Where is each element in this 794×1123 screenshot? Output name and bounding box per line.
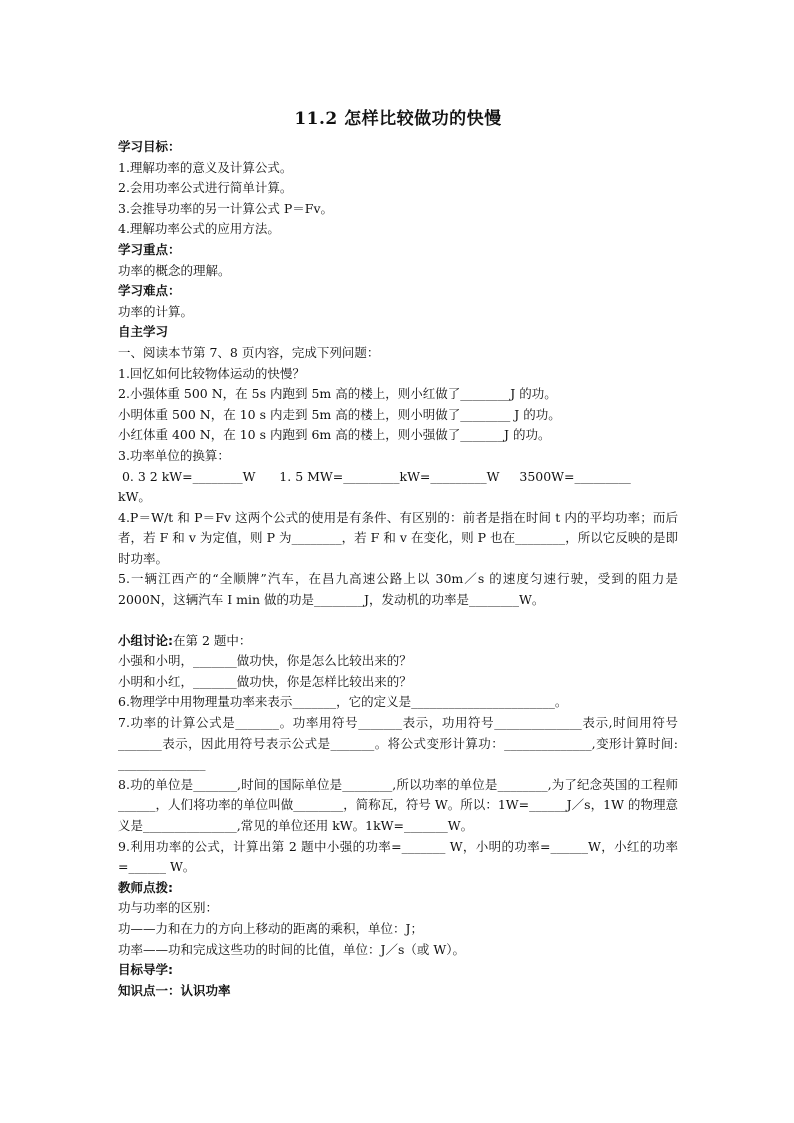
difficulties-text: 功率的计算。: [118, 303, 194, 319]
self-study-line: 1.回忆如何比较物体运动的快慢？: [118, 365, 305, 381]
target-guide-heading: 目标导学:: [118, 962, 173, 978]
self-study-line: 一、阅读本节第 7、8 页内容，完成下列问题：: [118, 344, 380, 360]
knowledge-point-heading: 知识点一：认识功率: [118, 982, 231, 998]
teacher-tips-heading: 教师点拨:: [118, 879, 173, 895]
discussion-line: 6.物理学中用物理量功率来表示_______，它的定义是_______________________。: [118, 694, 568, 710]
self-study-line: 2.小强体重 500 N，在 5s 内跑到 5m 高的楼上，则小红做了________J 的功。: [118, 386, 557, 402]
self-study-line: 小红体重 400 N，在 10 s 内跑到 6m 高的楼上，则小强做了_______J 的功。: [118, 427, 551, 443]
self-study-line: 小明体重 500 N，在 10 s 内走到 5m 高的楼上，则小明做了________ J 的功。: [118, 406, 561, 422]
power-calculation-paragraph: 9.利用功率的公式，计算出第 2 题中小强的功率=_______ W，小明的功率=______W，小红的功率=______ W。: [118, 838, 678, 875]
car-problem-paragraph: 5.一辆江西产的“全顺牌”汽车，在昌九高速公路上以 30m／s 的速度匀速行驶，受到的阻力是 2000N，这辆汽车 I min 做的功是________J，发动机的功率是________W。: [118, 571, 678, 608]
difficulties-heading: 学习难点：: [118, 283, 181, 299]
worksheet-page: [118, 104, 678, 1001]
unit-conversion-line: 0. 3 2 kW=________W 1. 5 MW=_________kW=_________W 3500W=_________: [118, 468, 631, 484]
discussion-line: 小强和小明，_______做功快，你是怎么比较出来的？: [118, 653, 412, 669]
power-formula-paragraph: 7.功率的计算公式是_______。功率用符号_______表示，功用符号______________表示,时间用符号_______表示，因此用符号表示公式是_______。将公式变形计算功：______________,变形计算时间: ______________: [118, 715, 678, 772]
key-points-heading: 学习重点：: [118, 241, 181, 257]
teacher-tip-line: 功——力和在力的方向上移动的距离的乘积，单位：J；: [118, 920, 424, 936]
power-unit-paragraph: 8.功的单位是_______,时间的国际单位是________,所以功率的单位是________,为了纪念英国的工程师______，人们将功率的单位叫做________，简称瓦，符号 W。所以：1W=______J／s，1W 的物理意义是_______________,常见的单位还用 kW。1kW=_______W。: [118, 776, 678, 833]
discussion-line: 小明和小红，_______做功快，你是怎样比较出来的？: [118, 673, 412, 689]
formula-conditions-paragraph: 4.P＝W/t 和 P＝Fv 这两个公式的使用是有条件、有区别的：前者是指在时间 t 内的平均功率；而后者，若 F 和 v 为定值，则 P 为________，若 F 和 v 在变化，则 P 也在________，所以它反映的是即时功率。: [118, 509, 678, 566]
self-study-line: 3.功率单位的换算：: [118, 447, 230, 463]
teacher-tip-line: 功与功率的区别：: [118, 900, 219, 916]
key-points-text: 功率的概念的理解。: [118, 262, 231, 278]
group-discussion-intro: 在第 2 题中：: [173, 632, 252, 648]
group-discussion-heading: 小组讨论:: [118, 632, 173, 648]
objective-item: 1.理解功率的意义及计算公式。: [118, 159, 293, 175]
teacher-tip-line: 功率——功和完成这些功的时间的比值，单位：J／s（或 W）。: [118, 941, 465, 957]
objective-item: 3.会推导功率的另一计算公式 P＝Fv。: [118, 200, 334, 216]
objective-item: 2.会用功率公式进行简单计算。: [118, 180, 293, 196]
spacer: [118, 611, 678, 631]
group-discussion-intro-line: [118, 631, 678, 652]
self-study-line: kW。: [118, 489, 151, 505]
page-title: 11.2 怎样比较做功的快慢: [294, 109, 502, 129]
objective-item: 4.理解功率公式的应用方法。: [118, 221, 280, 237]
self-study-heading: 自主学习: [118, 324, 169, 340]
objectives-heading: 学习目标：: [118, 139, 181, 154]
